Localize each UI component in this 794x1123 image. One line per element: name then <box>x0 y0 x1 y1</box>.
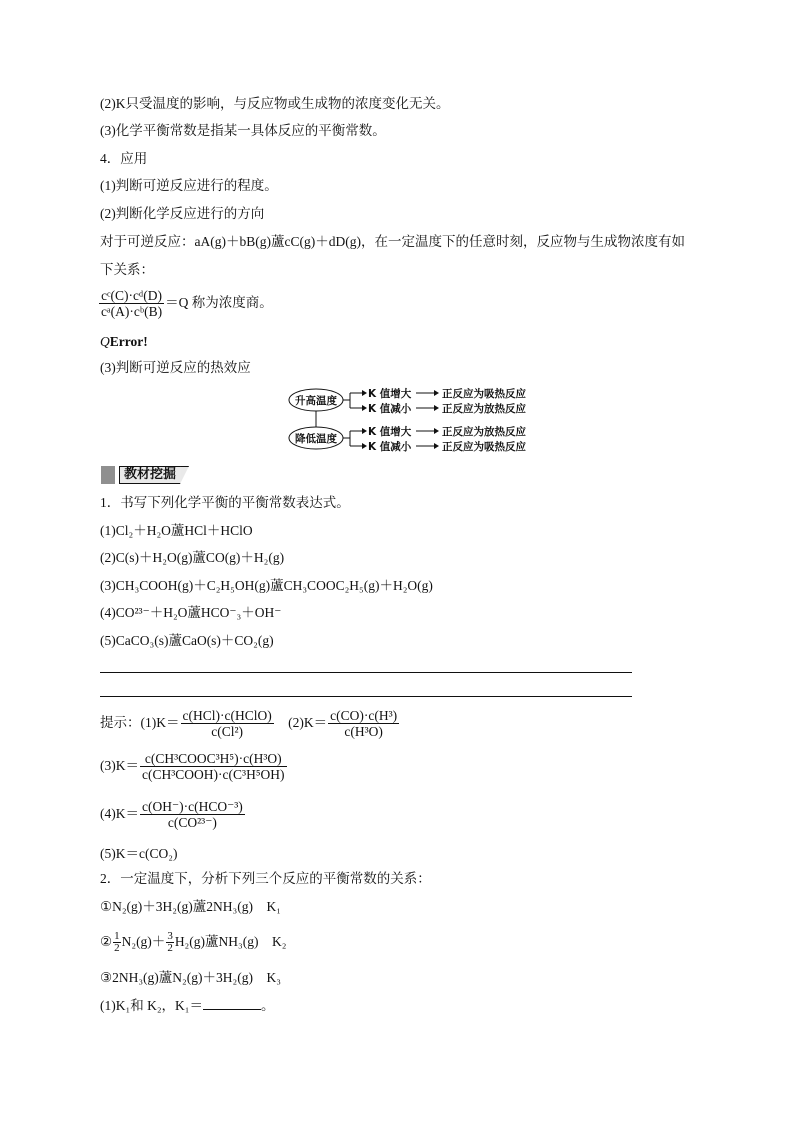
sub-1-text: (1)K₁和 K₂，K₁＝ <box>100 998 203 1013</box>
question-2-reaction-3: ③2NH₃(g)蘆​N₂(g)＋3H₂(g) K₃ <box>100 970 281 985</box>
reaction-2-end: H₂(g)蘆​NH₃(g) K₂ <box>174 934 287 949</box>
paragraph-part-a: 对于可逆反应：aA(g)＋bB(g) <box>100 234 271 249</box>
half-numerator: 1 <box>114 930 120 943</box>
sub-1-end: 。 <box>260 998 275 1013</box>
question-1-reaction-4: (4)CO²³⁻＋H₂O蘆​HCO⁻₃＋OH⁻ <box>100 605 282 620</box>
hint-4-numerator: c(OH⁻)·c(HCO⁻³) <box>142 799 243 815</box>
reaction-2-mark: ② <box>100 934 113 949</box>
raise-up-arrow-head <box>434 390 439 396</box>
lower-branch-bottom-arrow <box>362 443 367 449</box>
equilibrium-glyph: 蘆 <box>270 234 285 249</box>
lower-k-down: K 值减小 <box>368 441 412 453</box>
question-1-reaction-1: (1)Cl₂＋H₂O蘆​HCl＋HClO <box>100 523 253 538</box>
paragraph-specific-reaction: (3)化学平衡常数是指某一具体反应的平衡常数。 <box>100 123 386 138</box>
hint-4-denominator: c(CO²³⁻) <box>167 815 217 831</box>
hint-3-prefix: (3)K＝ <box>100 758 139 773</box>
application-item-3: (3)判断可逆反应的热效应 <box>100 360 251 375</box>
heading-application: 4．应用 <box>100 151 148 166</box>
hint-3-denominator: c(CH³COOH)·c(C³H⁵OH) <box>142 767 285 783</box>
question-2-prompt: 2．一定温度下，分析下列三个反应的平衡常数的关系： <box>100 871 431 886</box>
hint-1-fraction <box>181 708 274 739</box>
quotient-numerator: cᶜ(C)·cᵈ(D) <box>99 288 164 304</box>
reaction-2-middle: N₂(g)＋ <box>121 934 166 949</box>
error-text: Error! <box>109 334 148 349</box>
section-tag <box>101 466 189 484</box>
hint-2-numerator: c(CO)·c(H³) <box>330 708 398 724</box>
paragraph-part-b: cC(g)＋dD(g)，在一定温度下的任意时刻，反应物与生成物浓度有如 <box>284 234 685 249</box>
hint-4-fraction <box>140 799 245 830</box>
question-2-sub-1 <box>100 997 274 1015</box>
lower-up-arrow-head <box>434 428 439 434</box>
question-1-reaction-2: (2)C(s)＋H₂O(g)蘆​CO(g)＋H₂(g) <box>100 550 285 565</box>
answer-line-1 <box>100 672 632 673</box>
application-item-1: (1)判断可逆反应进行的程度。 <box>100 178 278 193</box>
answer-line-2 <box>100 696 632 697</box>
answer-blank[interactable] <box>203 997 261 1010</box>
hint-3-numerator: c(CH³COOC³H⁵)·c(H³O) <box>140 751 287 767</box>
three-halves-numerator: 3 <box>167 930 173 943</box>
raise-up-result: 正反应为吸热反应 <box>442 388 526 400</box>
hint-4-prefix: (4)K＝ <box>100 806 139 821</box>
hint-2-fraction <box>328 708 399 739</box>
three-halves-denominator: 2 <box>167 942 173 955</box>
error-q: Q <box>100 334 110 349</box>
hint-3-fraction <box>140 751 287 782</box>
hint-1-denominator: c(Cl²) <box>211 724 244 740</box>
raise-down-result: 正反应为放热反应 <box>442 403 526 415</box>
paragraph-k-temperature: (2)K只受温度的影响，与反应物或生成物的浓度变化无关。 <box>100 96 450 111</box>
temperature-effect-diagram <box>288 384 538 456</box>
hint-line-4 <box>100 798 246 830</box>
hint-2-prefix: (2)K＝ <box>288 715 328 730</box>
question-2-reaction-2 <box>100 922 286 962</box>
lower-branch-top-arrow <box>362 428 367 434</box>
question-2-reaction-1: ①N₂(g)＋3H₂(g)蘆​2NH₃(g) K₁ <box>100 899 281 914</box>
lower-down-arrow-head <box>434 443 439 449</box>
raise-branch-top-arrow <box>362 390 367 396</box>
question-1-reaction-3: (3)CH₃COOH(g)＋C₂H₅OH(g)蘆​CH₃COOC₂H₅(g)＋H₂O(g) <box>100 578 433 593</box>
lower-down-result: 正反应为吸热反应 <box>442 441 526 453</box>
hint-1-prefix: (1)K＝ <box>140 715 180 730</box>
section-tag-square <box>101 466 115 484</box>
error-line <box>100 333 148 351</box>
section-tag-corner <box>180 466 189 484</box>
lower-k-up: K 值增大 <box>368 426 412 438</box>
question-1-reaction-5: (5)CaCO₃(s)蘆​CaO(s)＋CO₂(g) <box>100 633 274 648</box>
hint-2-denominator: c(H³O) <box>344 724 383 740</box>
three-halves-fraction <box>166 931 174 954</box>
quotient-denominator: cᵃ(A)·cᵇ(B) <box>101 304 163 320</box>
raise-down-arrow-head <box>434 405 439 411</box>
hint-line-3 <box>100 750 288 782</box>
lower-up-result: 正反应为放热反应 <box>442 426 526 438</box>
hint-label: 提示： <box>100 715 141 730</box>
quotient-fraction <box>99 288 164 319</box>
concentration-quotient <box>98 287 273 319</box>
application-item-2: (2)判断化学反应进行的方向 <box>100 206 265 221</box>
raise-k-up: K 值增大 <box>368 388 412 400</box>
half-denominator: 2 <box>114 942 120 955</box>
lower-temperature-label: 降低温度 <box>295 433 337 445</box>
reversible-reaction-paragraph <box>100 233 685 251</box>
raise-k-down: K 值减小 <box>368 403 412 415</box>
hint-1-numerator: c(HCl)·c(HClO) <box>182 708 272 724</box>
half-fraction <box>113 931 121 954</box>
hint-line-5: (5)K＝c(CO₂) <box>100 846 178 861</box>
question-1-prompt: 1．书写下列化学平衡的平衡常数表达式。 <box>100 495 350 510</box>
raise-branch-bottom-arrow <box>362 405 367 411</box>
hint-line-1 <box>100 707 400 739</box>
paragraph-continuation: 下关系： <box>100 262 154 277</box>
section-tag-label: 教材挖掘 <box>119 466 180 484</box>
raise-temperature-label: 升高温度 <box>295 395 337 407</box>
quotient-label: ＝Q 称为浓度商。 <box>165 295 273 310</box>
